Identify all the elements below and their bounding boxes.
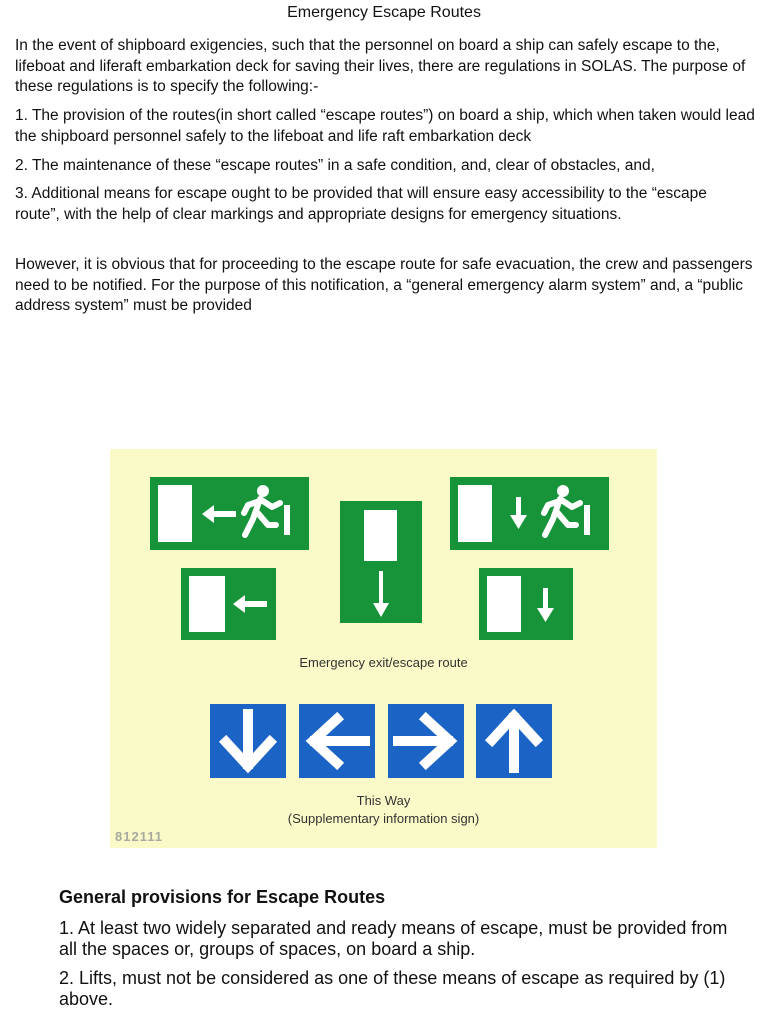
page-title: Emergency Escape Routes [287,4,481,21]
running-man-icon [150,477,309,550]
arrow-right-icon [388,704,464,778]
arrow-down-icon [479,568,573,640]
figure-code: 812111 [115,829,163,844]
arrow-down-icon [210,704,286,778]
exit-sign-down [479,568,573,640]
running-man-icon [450,477,609,550]
provision-item-1: 1. The provision of the routes(in short called “escape routes”) on board a ship, which when taken would lead the shipboard personnel safely to the lifeboat and life raft embarkation deck [15,107,755,145]
general-provision-item-2: 2. Lifts, must not be considered as one of these means of escape as required by (1) above. [59,968,726,1009]
blue-sign-left [299,704,375,778]
arrow-left-icon [299,704,375,778]
section-heading: General provisions for Escape Routes [59,887,386,907]
provision-item-3: 3. Additional means for escape ought to be provided that will ensure easy accessibility to the “escape route”, with the help of clear markings and appropriate designs for emergency situations. [15,185,707,223]
blue-sign-down [210,704,286,778]
exit-sign-left-running [150,477,309,550]
notification-paragraph: However, it is obvious that for proceeding to the escape route for safe evacuation, the crew and passengers need to be notified. For the purpose of this notification, a “general emergency alarm system” and, a “public address system” must be provided [15,256,753,314]
intro-paragraph: In the event of shipboard exigencies, such that the personnel on board a ship can safely escape to the, lifeboat and liferaft embarkation deck for saving their lives, there are regulations in SOLAS. The purpose of these regulations is to specify the following:- [15,37,746,95]
blue-signs-caption-line1: This Way [356,793,411,808]
provision-item-2: 2. The maintenance of these “escape routes” in a safe condition, and, clear of obstacles, and, [15,157,655,174]
arrow-left-icon [181,568,276,640]
blue-signs-caption-line2: (Supplementary information sign) [287,811,480,826]
green-signs-caption: Emergency exit/escape route [299,655,468,670]
escape-signs-figure [110,449,657,848]
blue-sign-up [476,704,552,778]
exit-sign-left [181,568,276,640]
blue-sign-right [388,704,464,778]
arrow-down-icon [340,501,422,623]
general-provision-item-1: 1. At least two widely separated and ready means of escape, must be provided from all the spaces or, groups of spaces, on board a ship. [59,918,728,959]
exit-sign-vertical-down [340,501,422,623]
exit-sign-down-running [450,477,609,550]
arrow-up-icon [476,704,552,778]
